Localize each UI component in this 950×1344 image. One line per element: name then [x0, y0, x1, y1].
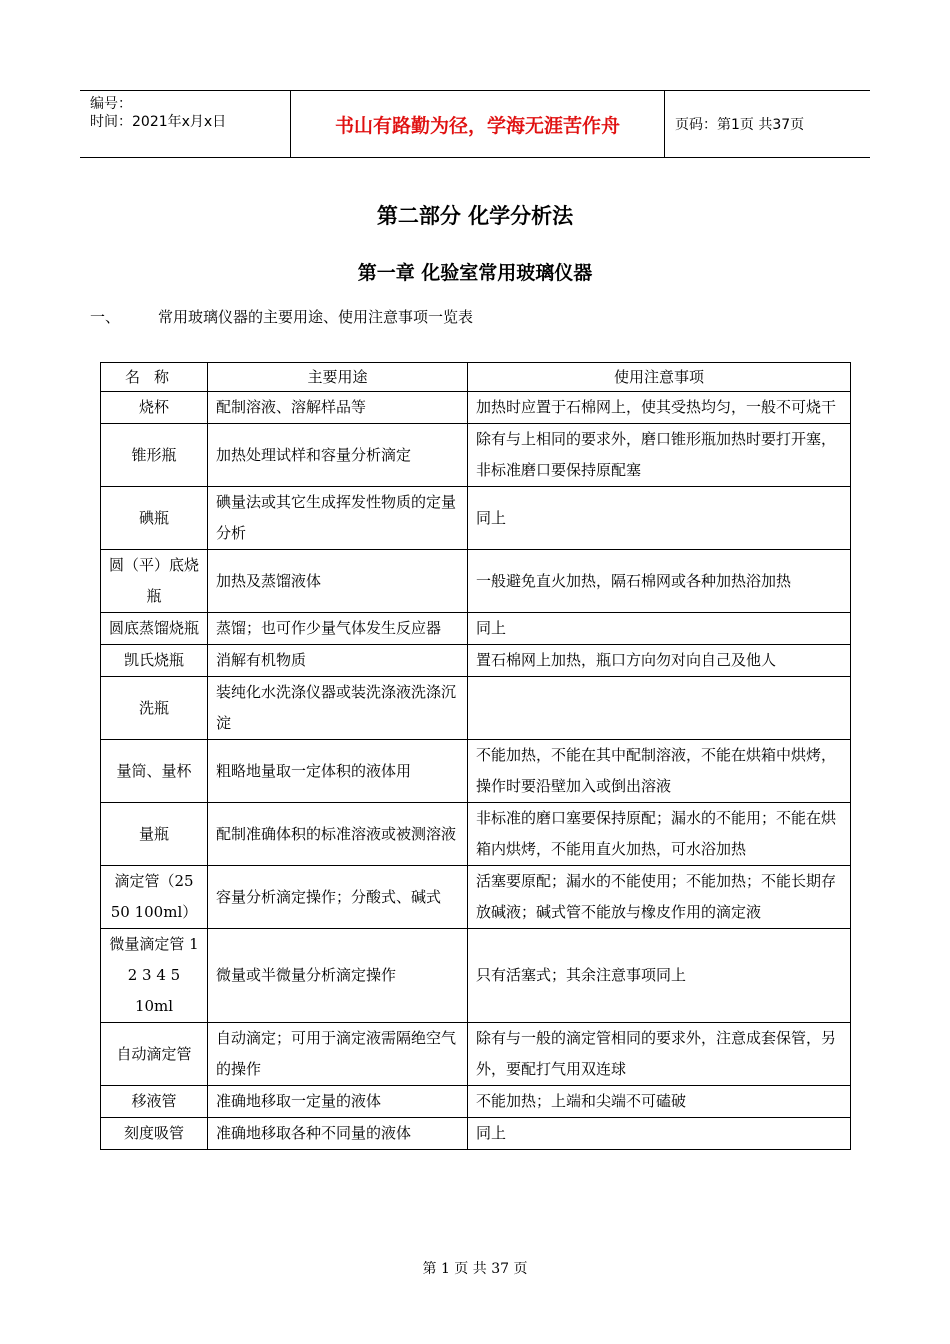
cell-usage: 配制准确体积的标准溶液或被测溶液	[208, 803, 468, 866]
cell-notes: 只有活塞式；其余注意事项同上	[468, 929, 851, 1023]
table-row	[101, 740, 851, 803]
cell-notes: 置石棉网上加热，瓶口方向勿对向自己及他人	[468, 645, 851, 677]
time-label: 时间：2021年x月x日	[90, 114, 227, 130]
header-name: 名称	[101, 363, 208, 392]
cell-name: 自动滴定管	[101, 1023, 208, 1086]
table-row	[101, 550, 851, 613]
cell-notes: 同上	[468, 613, 851, 645]
cell-notes: 不能加热，不能在其中配制溶液，不能在烘箱中烘烤，操作时要沿壁加入或倒出溶液	[468, 740, 851, 803]
glassware-table	[100, 362, 851, 1150]
cell-name: 碘瓶	[101, 487, 208, 550]
cell-usage: 准确地移取一定量的液体	[208, 1086, 468, 1118]
cell-notes: 活塞要原配；漏水的不能使用；不能加热；不能长期存放碱液；碱式管不能放与橡皮作用的滴定液	[468, 866, 851, 929]
table-row	[101, 1086, 851, 1118]
table-row	[101, 392, 851, 424]
cell-name: 刻度吸管	[101, 1118, 208, 1150]
cell-usage: 消解有机物质	[208, 645, 468, 677]
page-footer: 第 1 页 共 37 页	[422, 1261, 528, 1277]
cell-name: 量筒、量杯	[101, 740, 208, 803]
cell-name: 圆底蒸馏烧瓶	[101, 613, 208, 645]
table-header-row	[101, 363, 851, 392]
header-meta	[80, 91, 291, 158]
table-row	[101, 613, 851, 645]
cell-notes: 除有与一般的滴定管相同的要求外，注意成套保管，另外，要配打气用双连球	[468, 1023, 851, 1086]
cell-usage: 配制溶液、溶解样品等	[208, 392, 468, 424]
section-text: 常用玻璃仪器的主要用途、使用注意事项一览表	[158, 308, 474, 326]
table-row	[101, 424, 851, 487]
cell-name: 滴定管（25 50 100ml）	[101, 866, 208, 929]
cell-usage: 加热处理试样和容量分析滴定	[208, 424, 468, 487]
table-row	[101, 1118, 851, 1150]
cell-usage: 蒸馏；也可作少量气体发生反应器	[208, 613, 468, 645]
serial-label: 编号：	[90, 96, 132, 112]
cell-usage: 准确地移取各种不同量的液体	[208, 1118, 468, 1150]
cell-notes: 同上	[468, 487, 851, 550]
cell-name: 量瓶	[101, 803, 208, 866]
table-row	[101, 645, 851, 677]
section-heading	[90, 306, 473, 327]
cell-usage: 自动滴定；可用于滴定液需隔绝空气的操作	[208, 1023, 468, 1086]
table-row	[101, 487, 851, 550]
cell-name: 洗瓶	[101, 677, 208, 740]
document-header	[80, 90, 870, 158]
cell-name: 微量滴定管 1 2 3 4 5 10ml	[101, 929, 208, 1023]
cell-notes: 除有与上相同的要求外，磨口锥形瓶加热时要打开塞，非标准磨口要保持原配塞	[468, 424, 851, 487]
cell-name: 圆（平）底烧瓶	[101, 550, 208, 613]
page-title: 第二部分 化学分析法	[376, 204, 574, 228]
cell-name: 移液管	[101, 1086, 208, 1118]
cell-notes	[468, 677, 851, 740]
table-row	[101, 677, 851, 740]
cell-usage: 装纯化水洗涤仪器或装洗涤液洗涤沉淀	[208, 677, 468, 740]
cell-usage: 微量或半微量分析滴定操作	[208, 929, 468, 1023]
cell-notes: 非标准的磨口塞要保持原配；漏水的不能用；不能在烘箱内烘烤，不能用直火加热，可水浴加热	[468, 803, 851, 866]
cell-name: 锥形瓶	[101, 424, 208, 487]
cell-usage: 加热及蒸馏液体	[208, 550, 468, 613]
table-row	[101, 929, 851, 1023]
header-notes: 使用注意事项	[468, 363, 851, 392]
cell-name: 烧杯	[101, 392, 208, 424]
cell-notes: 同上	[468, 1118, 851, 1150]
cell-notes: 加热时应置于石棉网上，使其受热均匀，一般不可烧干	[468, 392, 851, 424]
cell-notes: 不能加热；上端和尖端不可磕破	[468, 1086, 851, 1118]
table-row	[101, 803, 851, 866]
cell-notes: 一般避免直火加热，隔石棉网或各种加热浴加热	[468, 550, 851, 613]
header-usage: 主要用途	[208, 363, 468, 392]
chapter-title: 第一章 化验室常用玻璃仪器	[357, 262, 593, 284]
table-row	[101, 866, 851, 929]
cell-name: 凯氏烧瓶	[101, 645, 208, 677]
cell-usage: 粗略地量取一定体积的液体用	[208, 740, 468, 803]
cell-usage: 碘量法或其它生成挥发性物质的定量分析	[208, 487, 468, 550]
cell-usage: 容量分析滴定操作；分酸式、碱式	[208, 866, 468, 929]
section-number: 一、	[90, 308, 121, 326]
table-row	[101, 1023, 851, 1086]
header-motto: 书山有路勤为径，学海无涯苦作舟	[291, 91, 665, 158]
header-page-info: 页码：第1页 共37页	[675, 117, 805, 133]
